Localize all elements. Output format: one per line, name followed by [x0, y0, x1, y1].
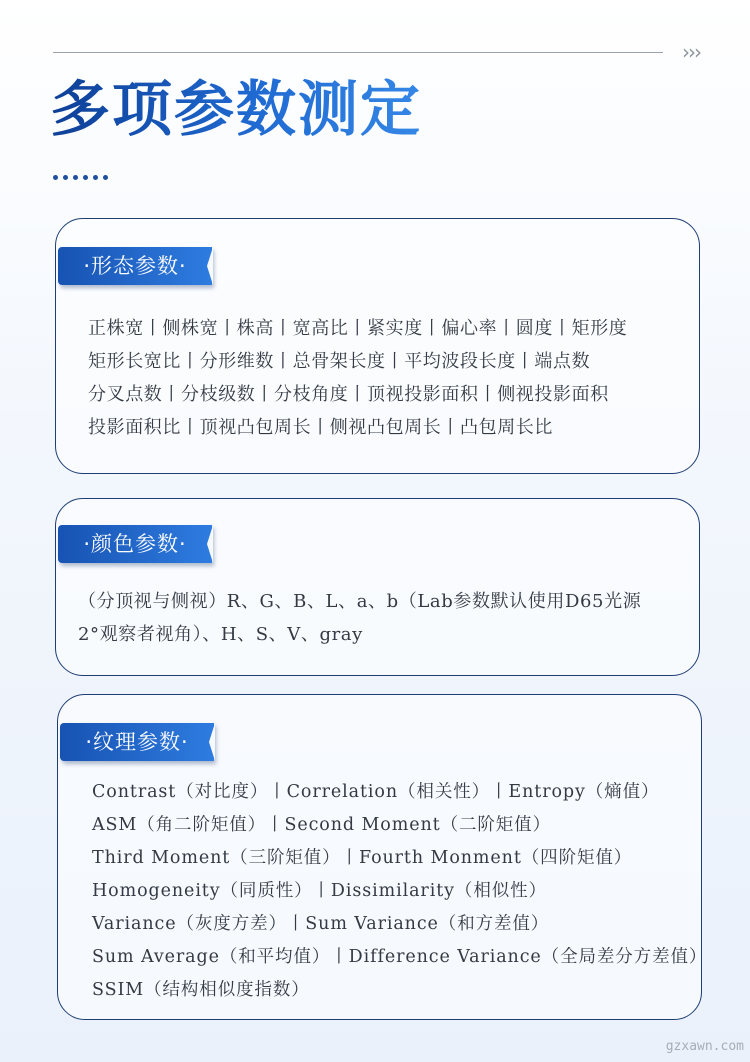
param-line: SSIM（结构相似度指数） [92, 980, 310, 1000]
section-badge-morphology: ·形态参数· [58, 247, 212, 285]
param-line: （分顶视与侧视）R、G、B、L、a、b（Lab参数默认使用D65光源 [78, 591, 642, 612]
param-line: 正株宽丨侧株宽丨株高丨宽高比丨紧实度丨偏心率丨圆度丨矩形度 [88, 318, 628, 339]
watermark: gzxawn.com [665, 1039, 744, 1054]
param-line: ASM（角二阶矩值）丨Second Moment（二阶矩值） [92, 815, 551, 835]
texture-params-card [57, 694, 708, 1020]
param-line: Homogeneity（同质性）丨Dissimilarity（相似性） [92, 881, 547, 901]
double-chevron-right-icon: ››› [682, 40, 700, 64]
param-line: Third Moment（三阶矩值）丨Fourth Monment（四阶矩值） [92, 848, 633, 868]
param-line: 矩形长宽比丨分形维数丨总骨架长度丨平均波段长度丨端点数 [88, 351, 591, 372]
param-line: 投影面积比丨顶视凸包周长丨侧视凸包周长丨凸包周长比 [88, 417, 553, 438]
param-line: 分叉点数丨分枝级数丨分枝角度丨顶视投影面积丨侧视投影面积 [88, 384, 609, 405]
section-badge-color: ·颜色参数· [58, 525, 212, 563]
param-line: Sum Average（和平均值）丨Difference Variance（全局差分方差值） [92, 947, 708, 967]
color-params-card [55, 498, 700, 676]
page-title: 多项参数测定 [50, 75, 422, 145]
decorative-dots [53, 175, 108, 180]
param-line: Contrast（对比度）丨Correlation（相关性）丨Entropy（熵值） [92, 782, 660, 802]
param-line: 2°观察者视角）、H、S、V、gray [78, 624, 363, 645]
morphology-params-card [55, 218, 700, 474]
section-badge-texture: ·纹理参数· [60, 723, 214, 761]
param-line: Variance（灰度方差）丨Sum Variance（和方差值） [92, 914, 550, 934]
header-divider [53, 52, 663, 53]
